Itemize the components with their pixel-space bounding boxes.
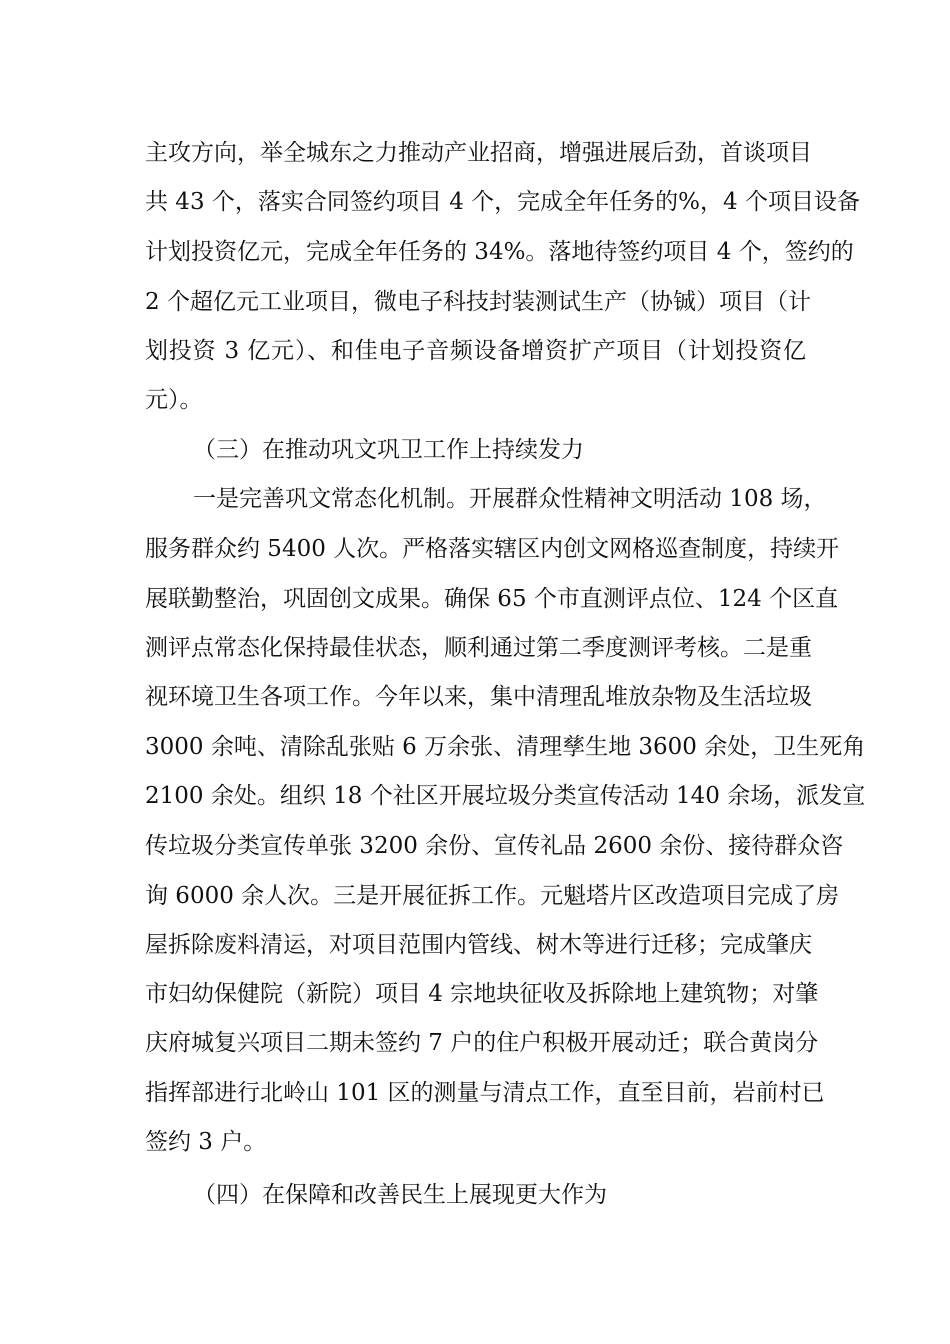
paragraph-line: 2 个超亿元工业项目，微电子科技封装测试生产（协铖）项目（计 [145, 289, 811, 315]
paragraph-line: 元）。 [145, 387, 203, 413]
paragraph-line: 签约 3 户。 [145, 1129, 267, 1155]
paragraph-line: 指挥部进行北岭山 101 区的测量与清点工作，直至目前，岩前村已 [145, 1080, 825, 1106]
paragraph-line: 测评点常态化保持最佳状态，顺利通过第二季度测评考核。二是重 [145, 635, 812, 661]
section-heading: （三）在推动巩文巩卫工作上持续发力 [193, 437, 584, 463]
paragraph-line: 询 6000 余人次。三是开展征拆工作。元魁塔片区改造项目完成了房 [145, 883, 840, 909]
paragraph-line: 共 43 个，落实合同签约项目 4 个，完成全年任务的%，4 个项目设备 [145, 189, 860, 215]
paragraph-line: 市妇幼保健院（新院）项目 4 宗地块征收及拆除地上建筑物；对肇 [145, 981, 819, 1007]
paragraph-line: 服务群众约 5400 人次。严格落实辖区内创文网格巡查制度，持续开 [145, 536, 840, 562]
paragraph-line: 3000 余吨、清除乱张贴 6 万余张、清理孳生地 3600 余处，卫生死角 [145, 734, 866, 760]
paragraph-line: 主攻方向，举全城东之力推动产业招商，增强进展后劲，首谈项目 [145, 140, 812, 166]
paragraph-line: 展联勤整治，巩固创文成果。确保 65 个市直测评点位、124 个区直 [145, 586, 839, 612]
paragraph-line: 传垃圾分类宣传单张 3200 余份、宣传礼品 2600 余份、接待群众咨 [145, 833, 844, 859]
paragraph-line: 划投资 3 亿元）、和佳电子音频设备增资扩产项目（计划投资亿 [145, 338, 806, 364]
paragraph-line: 屋拆除废料清运，对项目范围内管线、树木等进行迁移；完成肇庆 [145, 932, 812, 958]
paragraph-line: 视环境卫生各项工作。今年以来，集中清理乱堆放杂物及生活垃圾 [145, 684, 812, 710]
paragraph-line: 一是完善巩文常态化机制。开展群众性精神文明活动 108 场， [193, 486, 827, 512]
section-heading: （四）在保障和改善民生上展现更大作为 [193, 1182, 607, 1208]
paragraph-line: 2100 余处。组织 18 个社区开展垃圾分类宣传活动 140 余场，派发宣 [145, 783, 866, 809]
paragraph-line: 庆府城复兴项目二期未签约 7 户的住户积极开展动迁；联合黄岗分 [145, 1030, 819, 1056]
paragraph-line: 计划投资亿元，完成全年任务的 34%。落地待签约项目 4 个，签约的 [145, 239, 854, 265]
